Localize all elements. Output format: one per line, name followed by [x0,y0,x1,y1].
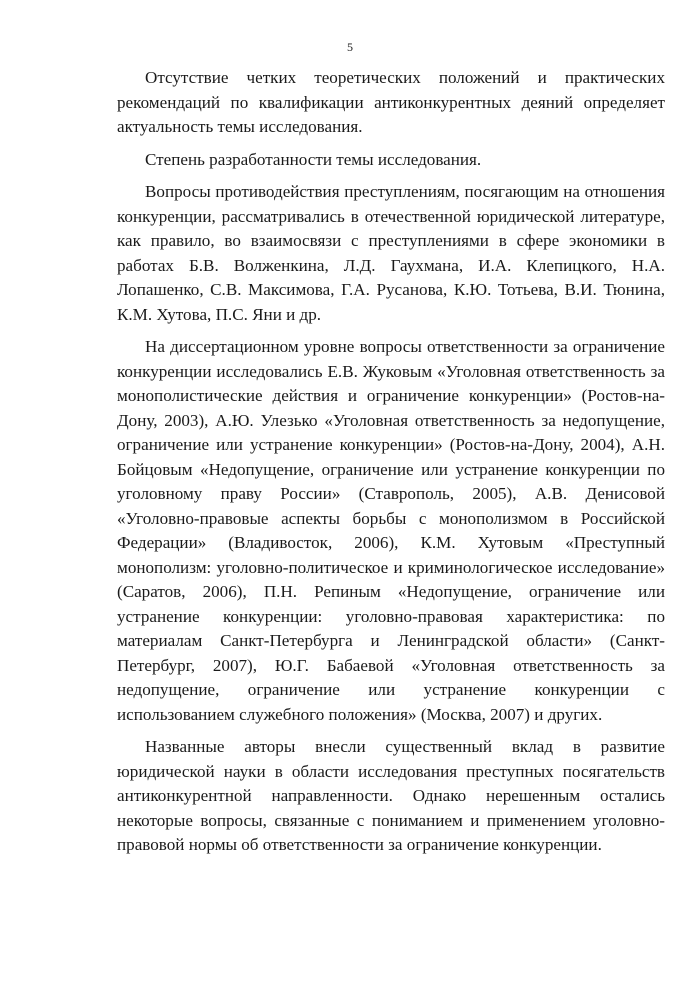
paragraph-heading-development: Степень разработанности темы исследования. [145,149,482,169]
paragraph-dissertations: На диссертационном уровне вопросы ответственности за ограничение конкуренции исследовались Е.В. Жуковым «Уголовная ответственность за монополистические действия и ограничение конкуренции» (Ростов-на-Дону, 2003), А.Ю. Улезько «Уголовная ответственность за недопущение, ограничение или устранение конкуренции» (Ростов-на-Дону, 2004), А.Н. Бойцовым «Недопущение, ограничение или устранение конкуренции по уголовному праву России» (Ставрополь, 2005), А.В. Денисовой «Уголовно-правовые аспекты борьбы с монополизмом в Российской Федерации» (Владивосток, 2006), К.М. Хутовым «Преступный монополизм: уголовно-политическое и криминологическое исследование» (Саратов, 2006), П.Н. Репиным «Недопущение, ограничение или устранение конкуренции: уголовно-правовая характеристика: по материалам Санкт-Петербурга и Ленинградской области» (Санкт-Петербург, 2007), Ю.Г. Бабаевой «Уголовная ответственность за недопущение, ограничение или устранение конкуренции с использованием служебного положения» (Москва, 2007) и других. [117,337,665,724]
document-body [117,66,665,866]
paragraph-relevance: Отсутствие четких теоретических положений и практических рекомендаций по квалификации антиконкурентных деяний определяет актуальность темы исследования. [117,68,665,136]
paragraph-conclusion: Названные авторы внесли существенный вклад в развитие юридической науки в области исследования преступных посягательств антиконкурентной направленности. Однако нерешенным остались некоторые вопросы, связанные с пониманием и применением уголовно-правовой нормы об ответственности за ограничение конкуренции. [117,737,665,854]
paragraph-literature-review: Вопросы противодействия преступлениям, посягающим на отношения конкуренции, рассматривались в отечественной юридической литературе, как правило, во взаимосвязи с преступлениями в сфере экономики в работах Б.В. Волженкина, Л.Д. Гаухмана, И.А. Клепицкого, Н.А. Лопашенко, С.В. Максимова, Г.А. Русанова, К.Ю. Тотьева, В.И. Тюнина, К.М. Хутова, П.С. Яни и др. [117,182,665,324]
page-number: 5 [347,40,353,54]
